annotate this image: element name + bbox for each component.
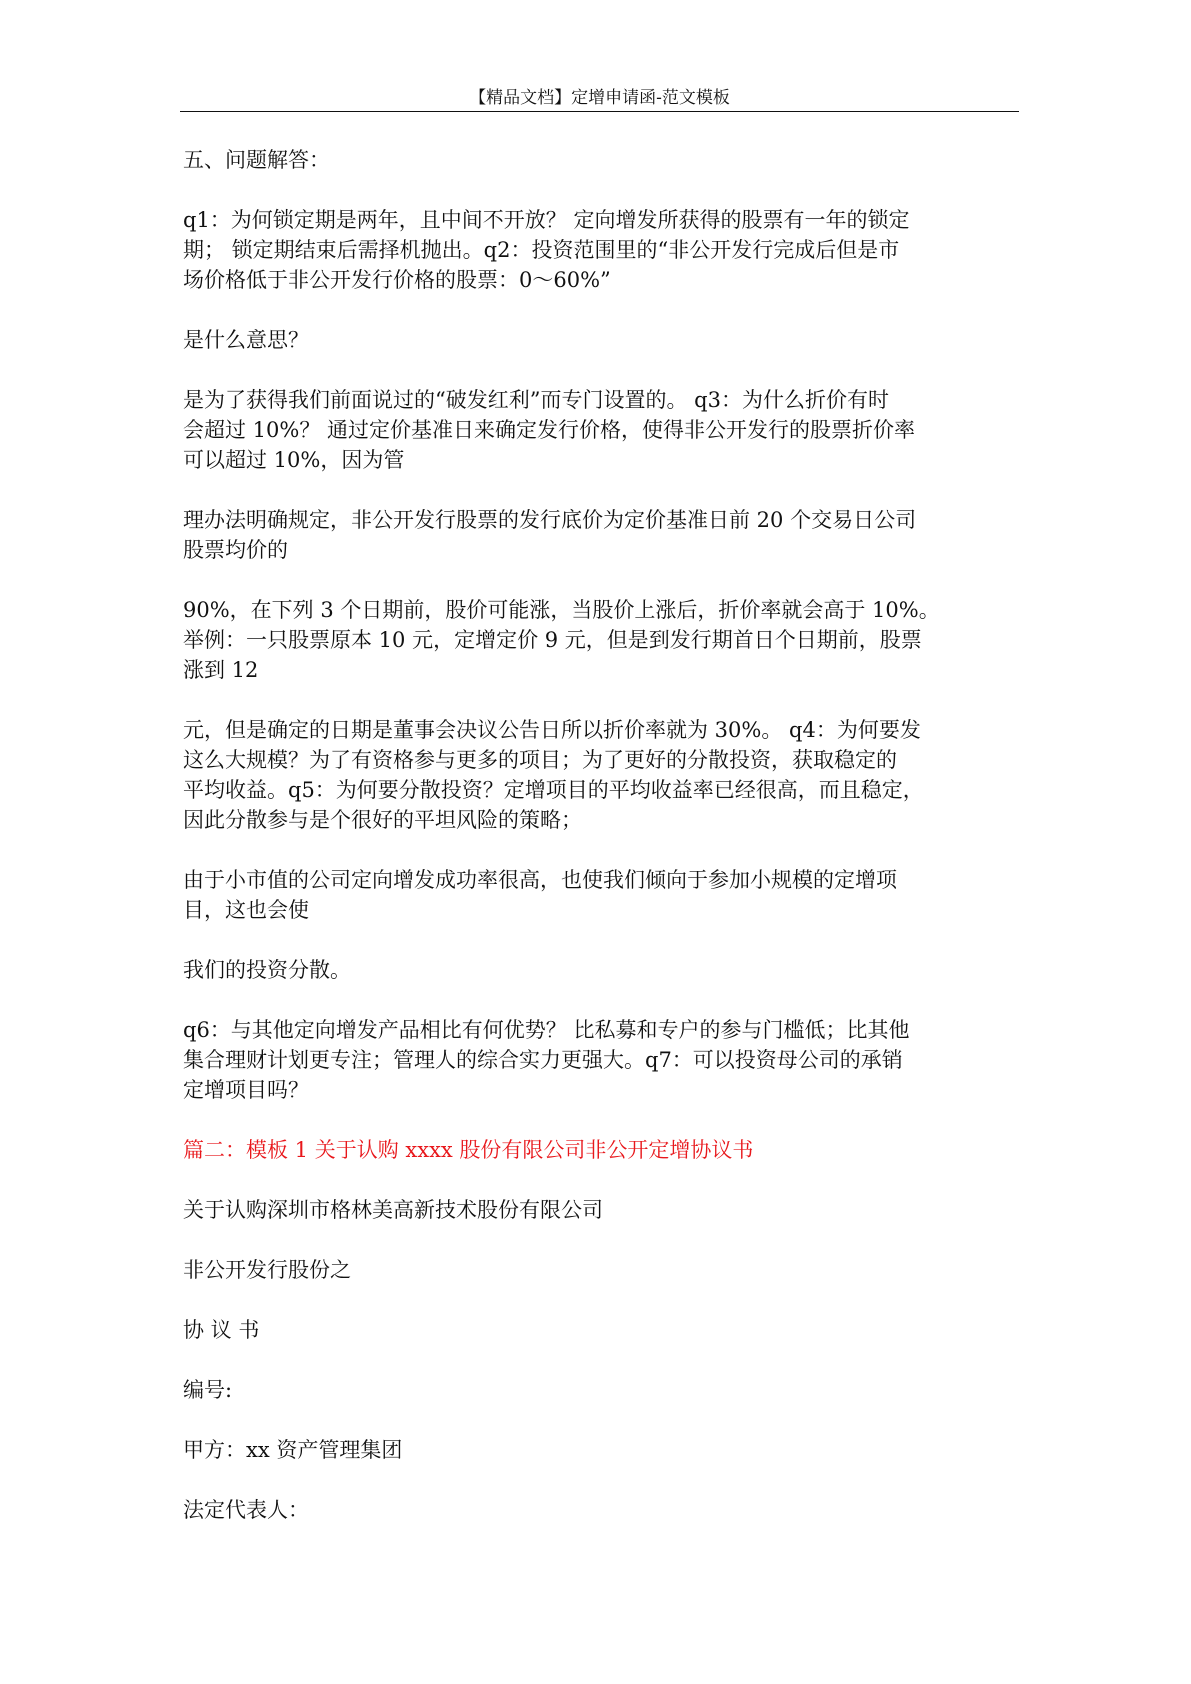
- text-line: 法定代表人：: [183, 1498, 309, 1522]
- text-line: 涨到 12: [183, 658, 259, 682]
- text-line: 理办法明确规定，非公开发行股票的发行底价为定价基准日前 20 个交易日公司: [183, 508, 917, 532]
- header-title: 【精品文档】定增申请函-范文模板: [469, 88, 730, 108]
- text-line: 五、问题解答：: [183, 148, 330, 172]
- text-line: 集合理财计划更专注；管理人的综合实力更强大。q7：可以投资母公司的承销: [183, 1048, 903, 1072]
- text-line: 非公开发行股份之: [183, 1258, 351, 1282]
- section-title: 篇二：模板 1 关于认购 xxxx 股份有限公司非公开定增协议书: [183, 1138, 754, 1162]
- text-line: 由于小市值的公司定向增发成功率很高，也使我们倾向于参加小规模的定增项: [183, 868, 897, 892]
- text-line: 协 议 书: [183, 1318, 260, 1342]
- text-line: 目，这也会使: [183, 898, 309, 922]
- text-line: 定增项目吗？: [183, 1078, 309, 1102]
- text-line: 元，但是确定的日期是董事会决议公告日所以折价率就为 30%。 q4：为何要发: [183, 718, 921, 742]
- text-line: 场价格低于非公开发行价格的股票：0～60%”: [183, 268, 611, 292]
- text-line: 甲方：xx 资产管理集团: [183, 1438, 403, 1462]
- text-line: 可以超过 10%，因为管: [183, 448, 405, 472]
- text-line: 关于认购深圳市格林美高新技术股份有限公司: [183, 1198, 603, 1222]
- text-line: 平均收益。q5：为何要分散投资？定增项目的平均收益率已经很高，而且稳定，: [183, 778, 924, 802]
- text-line: q1：为何锁定期是两年，且中间不开放？ 定向增发所获得的股票有一年的锁定: [183, 208, 910, 232]
- page-header: [180, 86, 1019, 112]
- text-line: 是为了获得我们前面说过的“破发红利”而专门设置的。 q3：为什么折价有时: [183, 388, 889, 412]
- text-line: 会超过 10%？ 通过定价基准日来确定发行价格，使得非公开发行的股票折价率: [183, 418, 916, 442]
- text-line: 股票均价的: [183, 538, 288, 562]
- text-line: 举例：一只股票原本 10 元，定增定价 9 元，但是到发行期首日个日期前，股票: [183, 628, 922, 652]
- text-line: q6：与其他定向增发产品相比有何优势？ 比私募和专户的参与门槛低；比其他: [183, 1018, 910, 1042]
- text-line: 这么大规模？为了有资格参与更多的项目；为了更好的分散投资，获取稳定的: [183, 748, 897, 772]
- text-line: 期； 锁定期结束后需择机抛出。q2：投资范围里的“非公开发行完成后但是市: [183, 238, 900, 262]
- text-line: 是什么意思？: [183, 328, 309, 352]
- text-line: 我们的投资分散。: [183, 958, 351, 982]
- text-line: 90%，在下列 3 个日期前，股价可能涨，当股价上涨后，折价率就会高于 10%。: [183, 598, 940, 622]
- text-line: 因此分散参与是个很好的平坦风险的策略；: [183, 808, 582, 832]
- text-line: 编号:: [183, 1378, 233, 1402]
